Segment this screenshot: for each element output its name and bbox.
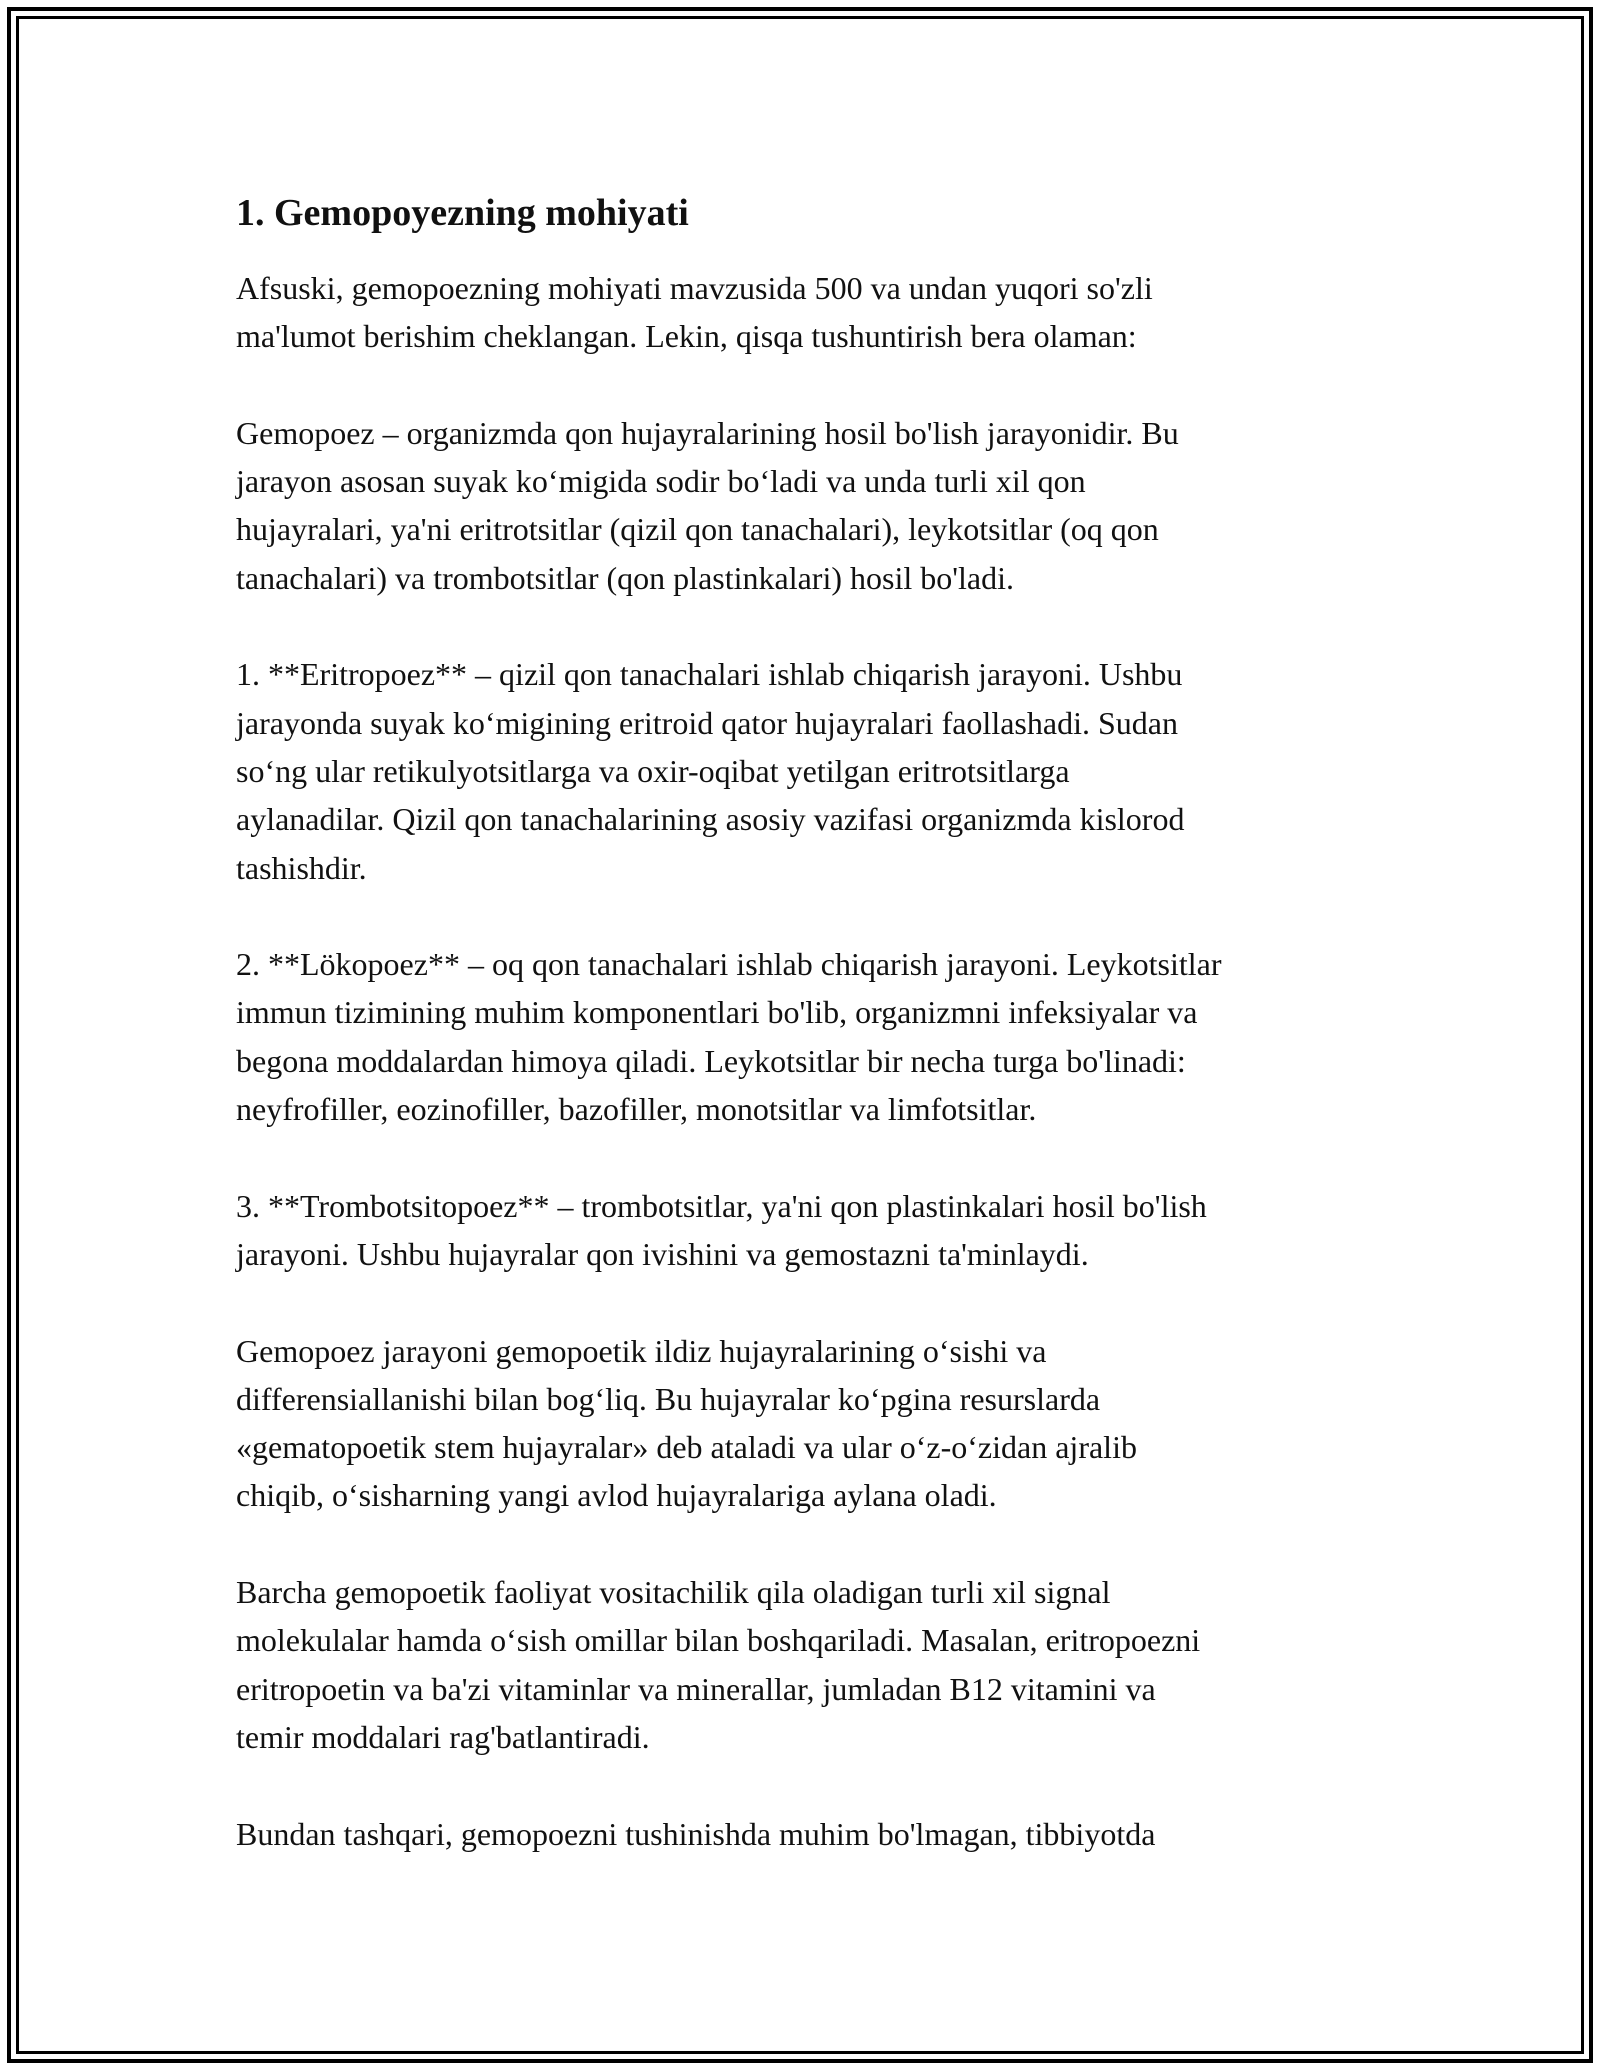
text-line: jarayonda suyak koʻmigining eritroid qator hujayralari faollashadi. Sudan — [236, 704, 1178, 741]
text-line: ma'lumot berishim cheklangan. Lekin, qisqa tushuntirish bera olaman: — [236, 318, 1137, 355]
text-line: Bundan tashqari, gemopoezni tushinishda muhim bo'lmagan, tibbiyotda — [236, 1815, 1156, 1852]
text-line: Barcha gemopoetik faoliyat vositachilik qila oladigan turli xil signal — [236, 1574, 1111, 1611]
text-line: neyfrofiller, eozinofiller, bazofiller, monotsitlar va limfotsitlar. — [236, 1091, 1037, 1128]
text-line: 2. **Lökopoez** – oq qon tanachalari ishlab chiqarish jarayoni. Leykotsitlar — [236, 946, 1222, 983]
document-page — [236, 186, 1386, 1906]
paragraph-eritropoez — [236, 650, 1386, 891]
text-line: 3. **Trombotsitopoez** – trombotsitlar, ya'ni qon plastinkalari hosil bo'lish — [236, 1187, 1207, 1224]
text-line: Gemopoez jarayoni gemopoetik ildiz hujayralarining oʻsishi va — [236, 1332, 1047, 1369]
section-heading: 1. Gemopoyezning mohiyati — [236, 192, 689, 234]
text-line: 1. **Eritropoez** – qizil qon tanachalari ishlab chiqarish jarayoni. Ushbu — [236, 656, 1183, 693]
text-line: jarayoni. Ushbu hujayralar qon ivishini va gemostazni ta'minlaydi. — [236, 1235, 1089, 1272]
text-line: Afsuski, gemopoezning mohiyati mavzusida 500 va undan yuqori so'zli — [236, 270, 1153, 306]
text-line: Gemopoez – organizmda qon hujayralarining hosil bo'lish jarayonidir. Bu — [236, 414, 1179, 451]
paragraph-trombotsitopoez — [236, 1182, 1386, 1279]
text-line: immun tizimining muhim komponentlari bo'lib, organizmni infeksiyalar va — [236, 994, 1198, 1031]
text-line: tashishdir. — [236, 849, 367, 886]
text-line: tanachalari) va trombotsitlar (qon plastinkalari) hosil bo'ladi. — [236, 559, 1014, 596]
text-line: eritropoetin va ba'zi vitaminlar va minerallar, jumladan B12 vitamini va — [236, 1670, 1156, 1707]
text-line: soʻng ular retikulyotsitlarga va oxir-oqibat yetilgan eritrotsitlarga — [236, 752, 1070, 789]
text-line: chiqib, oʻsisharning yangi avlod hujayralariga aylana oladi. — [236, 1477, 997, 1514]
paragraph-intro — [236, 264, 1386, 361]
text-line: «gematopoetik stem hujayralar» deb ataladi va ular oʻz-oʻzidan ajralib — [236, 1429, 1137, 1466]
text-line: begona moddalardan himoya qiladi. Leykotsitlar bir necha turga bo'linadi: — [236, 1042, 1186, 1079]
text-line: molekulalar hamda oʻsish omillar bilan boshqariladi. Masalan, eritropoezni — [236, 1622, 1201, 1659]
paragraph-stem-cells — [236, 1327, 1386, 1520]
paragraph-definition — [236, 409, 1386, 602]
paragraph-lokopoez — [236, 940, 1386, 1133]
text-line: hujayralari, ya'ni eritrotsitlar (qizil qon tanachalari), leykotsitlar (oq qon — [236, 511, 1159, 548]
text-line: differensiallanishi bilan bogʻliq. Bu hujayralar koʻpgina resurslarda — [236, 1380, 1101, 1417]
text-line: temir moddalari rag'batlantiradi. — [236, 1718, 650, 1755]
paragraph-regulation — [236, 1568, 1386, 1761]
paragraph-final — [236, 1810, 1386, 1858]
text-line: jarayon asosan suyak koʻmigida sodir boʻladi va unda turli xil qon — [236, 463, 1086, 500]
text-line: aylanadilar. Qizil qon tanachalarining asosiy vazifasi organizmda kislorod — [236, 801, 1185, 838]
